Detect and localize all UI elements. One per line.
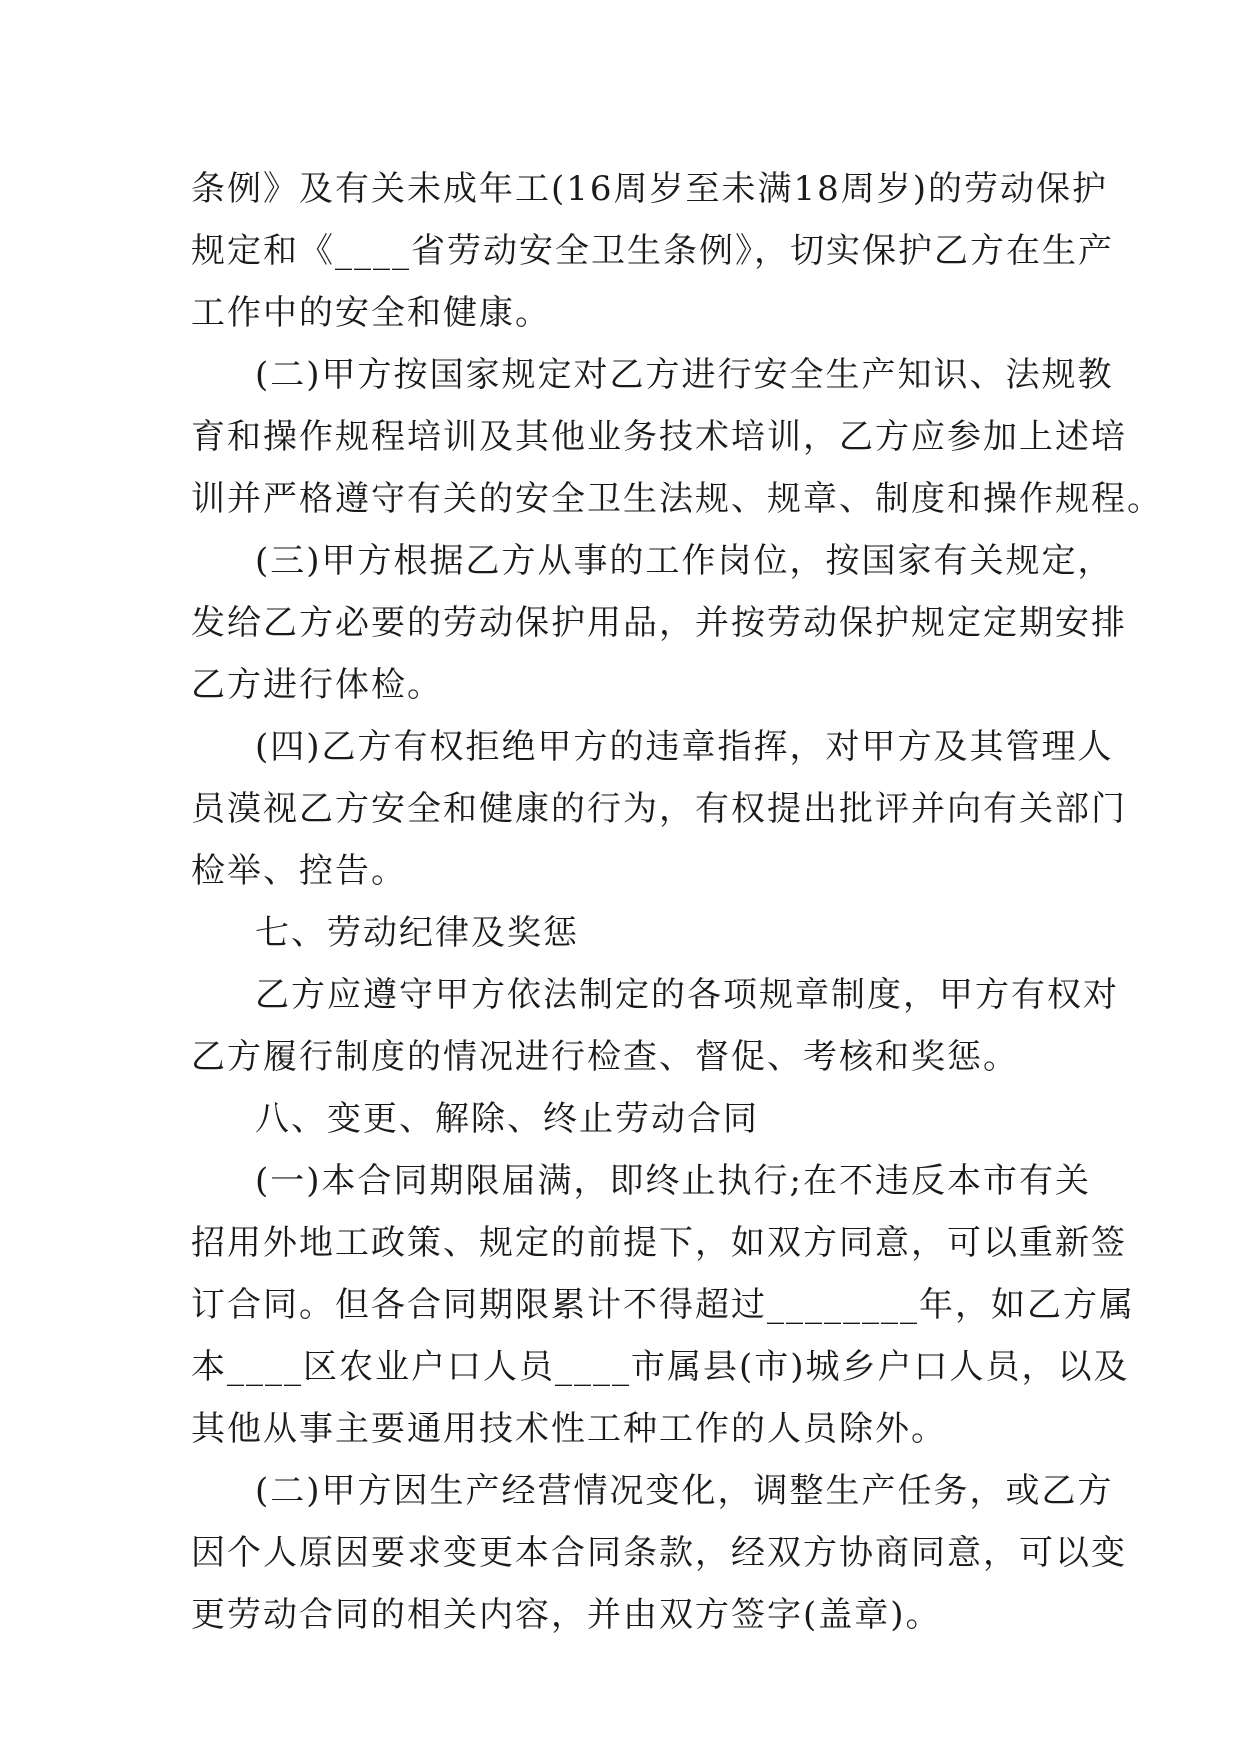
- text-line: (二)甲方因生产经营情况变化，调整生产任务，或乙方: [255, 1471, 1114, 1511]
- text-line: 更劳动合同的相关内容，并由双方签字(盖章)。: [191, 1595, 942, 1635]
- text-line: 因个人原因要求变更本合同条款，经双方协商同意，可以变: [191, 1533, 1127, 1573]
- text-line: 乙方履行制度的情况进行检查、督促、考核和奖惩。: [191, 1037, 1019, 1077]
- text-line: 其他从事主要通用技术性工种工作的人员除外。: [191, 1409, 947, 1449]
- text-line: 乙方应遵守甲方依法制定的各项规章制度，甲方有权对: [255, 975, 1119, 1015]
- text-line: (二)甲方按国家规定对乙方进行安全生产知识、法规教: [255, 355, 1114, 395]
- text-line: 规定和《____省劳动安全卫生条例》，切实保护乙方在生产: [191, 231, 1114, 271]
- text-line: (四)乙方有权拒绝甲方的违章指挥，对甲方及其管理人: [255, 727, 1114, 767]
- section-heading: 八、变更、解除、终止劳动合同: [255, 1099, 759, 1139]
- text-line: (三)甲方根据乙方从事的工作岗位，按国家有关规定，: [255, 541, 1114, 581]
- text-line: 订合同。但各合同期限累计不得超过________年，如乙方属: [191, 1285, 1135, 1325]
- text-line: 育和操作规程培训及其他业务技术培训，乙方应参加上述培: [191, 417, 1127, 457]
- text-line: 乙方进行体检。: [191, 665, 443, 705]
- text-line: 训并严格遵守有关的安全卫生法规、规章、制度和操作规程。: [191, 479, 1163, 519]
- text-line: 检举、控告。: [191, 851, 407, 891]
- text-line: (一)本合同期限届满，即终止执行;在不违反本市有关: [255, 1161, 1091, 1201]
- text-line: 员漠视乙方安全和健康的行为，有权提出批评并向有关部门: [191, 789, 1127, 829]
- text-line: 条例》及有关未成年工(16周岁至未满18周岁)的劳动保护: [191, 169, 1109, 209]
- document-body: [191, 158, 1163, 1646]
- text-line: 发给乙方必要的劳动保护用品，并按劳动保护规定定期安排: [191, 603, 1127, 643]
- text-line: 本____区农业户口人员____市属县(市)城乡户口人员，以及: [191, 1347, 1130, 1387]
- text-line: 招用外地工政策、规定的前提下，如双方同意，可以重新签: [191, 1223, 1127, 1263]
- section-heading: 七、劳动纪律及奖惩: [255, 913, 579, 953]
- text-line: 工作中的安全和健康。: [191, 293, 551, 333]
